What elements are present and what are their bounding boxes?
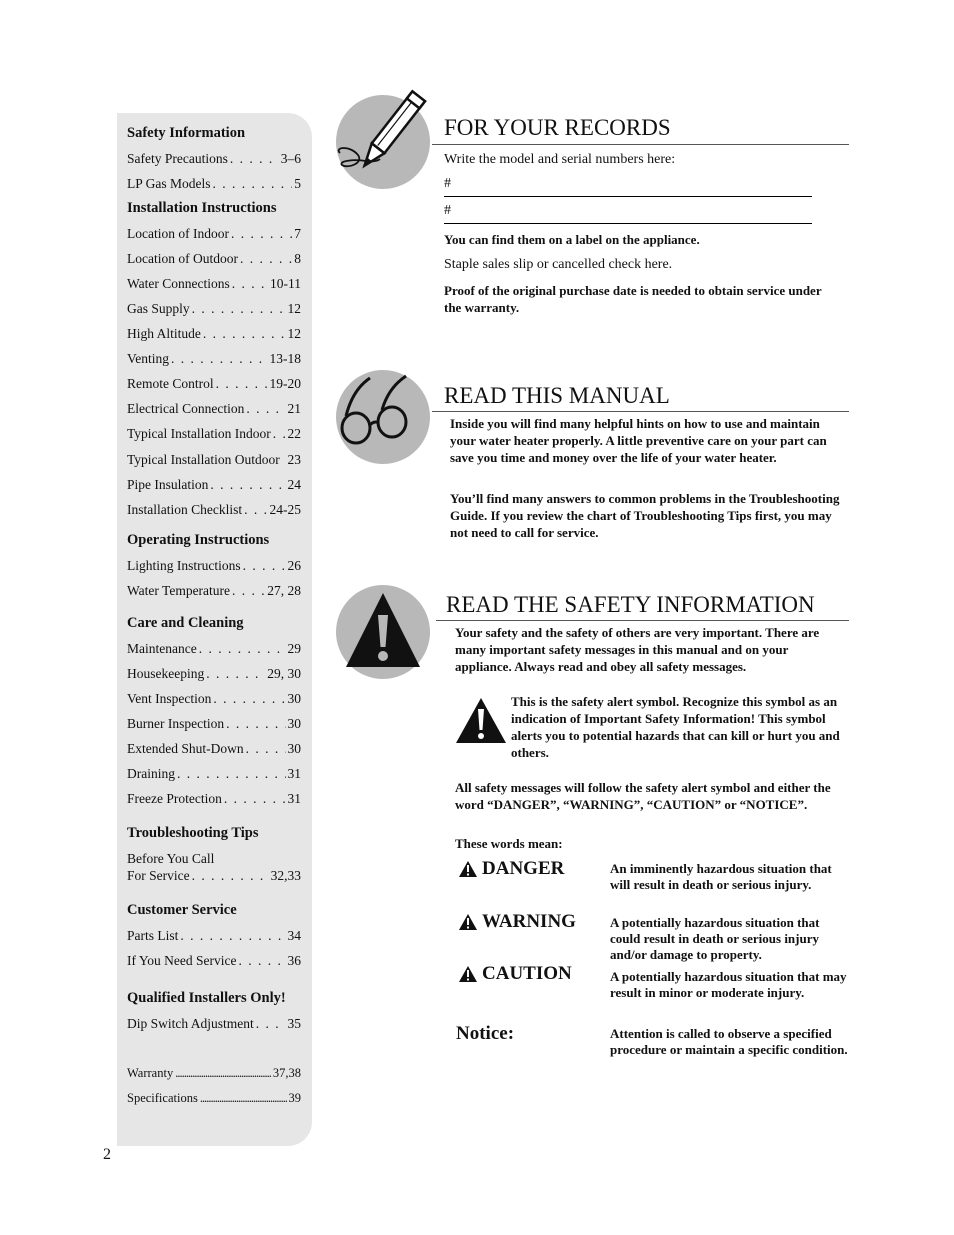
warning-triangle-icon <box>455 697 507 749</box>
notice-description: Attention is called to observe a specified procedure or maintain a specific condition. <box>610 1026 848 1057</box>
danger-label: DANGER <box>458 858 564 880</box>
safety-follow-text: All safety messages will follow the safety alert symbol and either the word “DANGER”, “WARNING”, “CAUTION” or “NOTICE”. <box>455 780 831 812</box>
toc-item-if-you-need-service[interactable]: If You Need Service . . . 36 <box>127 953 301 969</box>
toc-item-warranty[interactable]: Warranty ..... 37,38 <box>127 1066 301 1081</box>
toc-item-typical-outdoor[interactable]: Typical Installation Outdoor 23 <box>127 452 301 467</box>
proof-note: Proof of the original purchase date is needed to obtain service under the warranty. <box>444 283 822 315</box>
toc-heading-customer-service: Customer Service <box>127 902 237 918</box>
toc-item-lighting[interactable]: Lighting Instructions . . . 26 <box>127 558 301 574</box>
toc-heading-qualified: Qualified Installers Only! <box>127 990 286 1006</box>
records-title-rule <box>432 144 849 145</box>
toc-item-housekeeping[interactable]: Housekeeping . . . 29, 30 <box>127 666 301 682</box>
records-write-instructions: Write the model and serial numbers here: <box>444 152 676 167</box>
table-of-contents <box>117 113 312 1146</box>
exclamation-icon <box>336 585 430 679</box>
safety-title-rule <box>436 620 849 621</box>
toc-item-specifications[interactable]: Specifications ..... 39 <box>127 1091 301 1106</box>
toc-item-extended-shutdown[interactable]: Extended Shut-Down . . . 30 <box>127 741 301 757</box>
toc-item-location-indoor[interactable]: Location of Indoor . . . 7 <box>127 226 301 242</box>
toc-heading-troubleshooting: Troubleshooting Tips <box>127 825 259 841</box>
records-title: FOR YOUR RECORDS <box>444 115 671 140</box>
manual-paragraph-1: Inside you will find many helpful hints on how to use and maintain your water heater properly. A little preventive care on your part can save you time and money over the life of your water heater. <box>450 416 827 465</box>
toc-item-for-service[interactable]: For Service . . . 32,33 <box>127 868 301 884</box>
safety-alert-description: This is the safety alert symbol. Recognize this symbol as an indication of Important Safety Information! This symbol alerts you to potential hazards that can kill or hurt you and others. <box>511 694 840 760</box>
notice-label: Notice: <box>456 1023 515 1044</box>
toc-item-vent-inspection[interactable]: Vent Inspection . . . 30 <box>127 691 301 707</box>
toc-item-water-connections[interactable]: Water Connections . . . 10-11 <box>127 276 301 292</box>
manual-paragraph-2: You’ll find many answers to common problems in the Troubleshooting Guide. If you review the chart of Troubleshooting Tips first, you may not need to call for service. <box>450 491 840 540</box>
page-number: 2 <box>103 1146 111 1163</box>
caution-label: CAUTION <box>458 963 572 985</box>
label-note: You can find them on a label on the appliance. <box>444 232 700 247</box>
warning-description: A potentially hazardous situation that could result in death or serious injury and/or damage to property. <box>610 915 820 962</box>
warning-alert-icon <box>458 913 478 931</box>
toc-item-venting[interactable]: Venting . . . 13-18 <box>127 351 301 367</box>
caution-alert-icon <box>458 965 478 983</box>
toc-heading-operating: Operating Instructions <box>127 532 270 548</box>
toc-item-lp-gas[interactable]: LP Gas Models . . . 5 <box>127 176 301 192</box>
danger-alert-icon <box>458 860 478 878</box>
toc-item-safety-precautions[interactable]: Safety Precautions . . . 3–6 <box>127 151 301 167</box>
toc-item-burner-inspection[interactable]: Burner Inspection . . . 30 <box>127 716 301 732</box>
toc-heading-installation: Installation Instructions <box>127 200 277 216</box>
toc-item-draining[interactable]: Draining . . . 31 <box>127 766 301 782</box>
toc-item-freeze-protection[interactable]: Freeze Protection . . . 31 <box>127 791 301 807</box>
toc-item-high-altitude[interactable]: High Altitude . . . 12 <box>127 326 301 342</box>
toc-item-pipe-insulation[interactable]: Pipe Insulation . . . 24 <box>127 477 301 493</box>
toc-item-dip-switch[interactable]: Dip Switch Adjustment . . . 35 <box>127 1016 301 1032</box>
toc-item-gas-supply[interactable]: Gas Supply . . . 12 <box>127 301 301 317</box>
toc-item-water-temperature[interactable]: Water Temperature . . . 27, 28 <box>127 583 301 599</box>
caution-description: A potentially hazardous situation that may result in minor or moderate injury. <box>610 969 847 1000</box>
safety-intro: Your safety and the safety of others are very important. There are many important safety messages in this manual and on your appliance. Always read and obey all safety messages. <box>455 625 820 674</box>
toc-heading-care: Care and Cleaning <box>127 615 244 631</box>
serial-number-field[interactable]: # <box>444 203 812 224</box>
safety-title: READ THE SAFETY INFORMATION <box>446 592 815 617</box>
model-number-field[interactable]: # <box>444 176 812 197</box>
manual-title: READ THIS MANUAL <box>444 383 670 408</box>
toc-item-remote-control[interactable]: Remote Control . . . 19-20 <box>127 376 301 392</box>
warning-label: WARNING <box>458 911 576 933</box>
toc-item-before-call: Before You Call <box>127 851 215 866</box>
toc-heading-safety: Safety Information <box>127 125 246 141</box>
toc-item-maintenance[interactable]: Maintenance . . . 29 <box>127 641 301 657</box>
safety-words-mean: These words mean: <box>455 836 563 851</box>
toc-item-location-outdoor[interactable]: Location of Outdoor . . . 8 <box>127 251 301 267</box>
pencil-icon <box>336 95 430 189</box>
toc-item-typical-indoor[interactable]: Typical Installation Indoor . . . 22 <box>127 426 301 442</box>
danger-description: An imminently hazardous situation that will result in death or serious injury. <box>610 861 832 892</box>
glasses-icon <box>336 370 430 464</box>
manual-title-rule <box>432 411 849 412</box>
toc-item-electrical[interactable]: Electrical Connection . . . 21 <box>127 401 301 417</box>
toc-item-installation-checklist[interactable]: Installation Checklist . . . 24-25 <box>127 502 301 518</box>
staple-note: Staple sales slip or cancelled check here. <box>444 257 673 272</box>
toc-item-parts-list[interactable]: Parts List . . . 34 <box>127 928 301 944</box>
